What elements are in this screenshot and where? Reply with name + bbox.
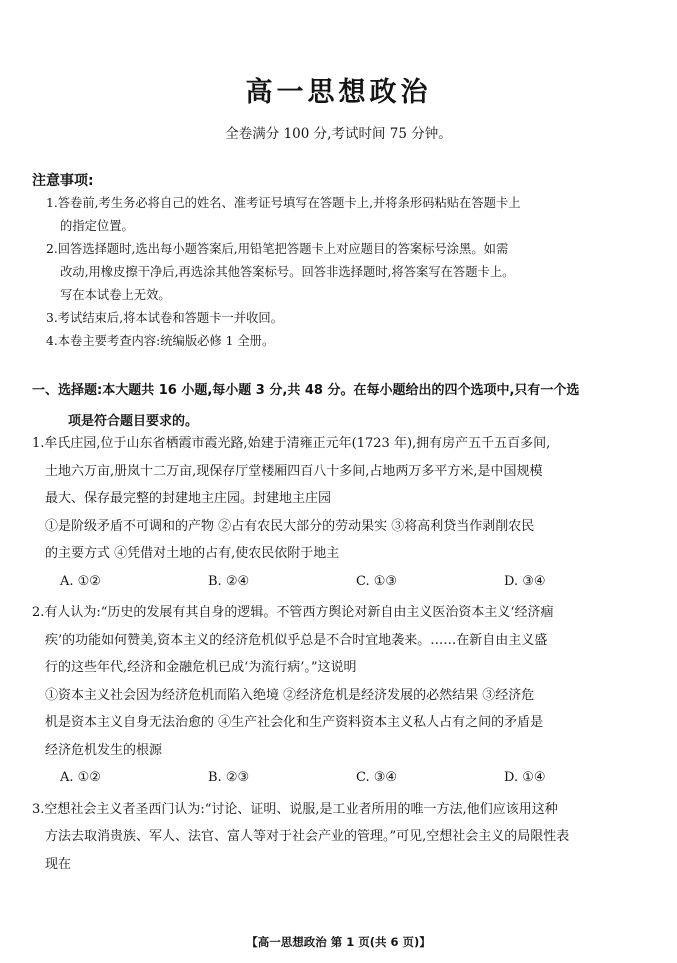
notice-line: 改动,用橡皮擦干净后,再选涂其他答案标号。回答非选择题时,将答案写在答题卡上。 [60, 265, 515, 279]
option-b: B. ②③ [208, 770, 250, 785]
question-line: 最大、保存最完整的封建地主庄园。封建地主庄园 [45, 491, 332, 506]
question-1 [32, 430, 652, 595]
question-line: 土地六万亩,册岚十二万亩,现保存厅堂楼厢四百八十多间,占地两万多平方米,是中国规模 [45, 463, 543, 479]
notice-heading: 注意事项: [32, 173, 94, 189]
question-line: 方法去取消贵族、军人、法官、富人等对于社会产业的管理。”可见,空想社会主义的局限性表 [45, 829, 570, 844]
question-list [32, 430, 652, 878]
option-a: A. ①② [60, 573, 101, 589]
exam-title: 高一思想政治 [245, 77, 432, 108]
question-3 [32, 796, 652, 879]
notice-list [46, 192, 650, 353]
question-line: 3.空想社会主义者圣西门认为:“讨论、证明、说服,是工业者所用的唯一方法,他们应该用这种 [32, 801, 558, 817]
question-line: 现在 [45, 856, 72, 872]
notice-line: 的指定位置。 [60, 219, 134, 233]
option-b: B. ②④ [208, 573, 250, 589]
question-line: 行的这些年代,经济和金融危机已成‘为流行病’。”这说明 [45, 660, 357, 675]
option-d: D. ①④ [504, 770, 546, 785]
notice-line: 写在本试卷上无效。 [60, 288, 171, 302]
notice-line: 2.回答选择题时,选出每小题答案后,用铅笔把答题卡上对应题目的答案标号涂黑。如需 [46, 242, 509, 256]
section-heading [32, 375, 652, 437]
answer-options [32, 568, 652, 596]
notice-line: 4.本卷主要考查内容:统编版必修 1 全册。 [46, 334, 275, 348]
question-2 [32, 599, 652, 792]
notice-line: 1.答卷前,考生务必将自己的姓名、准考证号填写在答题卡上,并将条形码粘贴在答题卡上 [46, 196, 521, 210]
option-a: A. ①② [60, 770, 101, 785]
question-line: 2.有人认为:“历史的发展有其自身的逻辑。不管西方舆论对新自由主义医治资本主义‘经济痼 [32, 605, 554, 620]
question-line: ①是阶级矛盾不可调和的产物 ②占有农民大部分的劳动果实 ③将高利贷当作剥削农民 [45, 518, 535, 534]
answer-options [32, 764, 652, 792]
question-line: 机是资本主义自身无法治愈的 ④生产社会化和生产资料资本主义私人占有之间的矛盾是 [45, 715, 544, 730]
section-heading-line: 一、选择题:本大题共 16 小题,每小题 3 分,共 48 分。在每小题给出的四个选项中,只有一个选 [32, 383, 580, 398]
question-line: 经济危机发生的根源 [45, 742, 163, 758]
page-footer: 【高一思想政治 第 1 页(共 6 页)】 [246, 935, 431, 949]
question-line: ①资本主义社会因为经济危机而陷入绝境 ②经济危机是经济发展的必然结果 ③经济危 [45, 687, 535, 703]
option-d: D. ③④ [504, 573, 546, 589]
question-line: 的主要方式 ④凭借对土地的占有,使农民依附于地主 [45, 546, 340, 561]
question-line: 1.牟氏庄园,位于山东省栖霞市霞光路,始建于清雍正元年(1723 年),拥有房产五千五百多间, [32, 436, 551, 451]
notice-line: 3.考试结束后,将本试卷和答题卡一并收回。 [46, 311, 283, 325]
section-heading-line: 项是符合题目要求的。 [68, 414, 199, 429]
question-line: 疾’的功能如何赞美,资本主义的经济危机似乎总是不合时宜地袭来。……在新自由主义盛 [45, 632, 548, 648]
option-c: C. ③④ [356, 770, 398, 785]
option-c: C. ①③ [356, 573, 398, 589]
exam-subtitle: 全卷满分 100 分,考试时间 75 分钟。 [225, 126, 452, 142]
